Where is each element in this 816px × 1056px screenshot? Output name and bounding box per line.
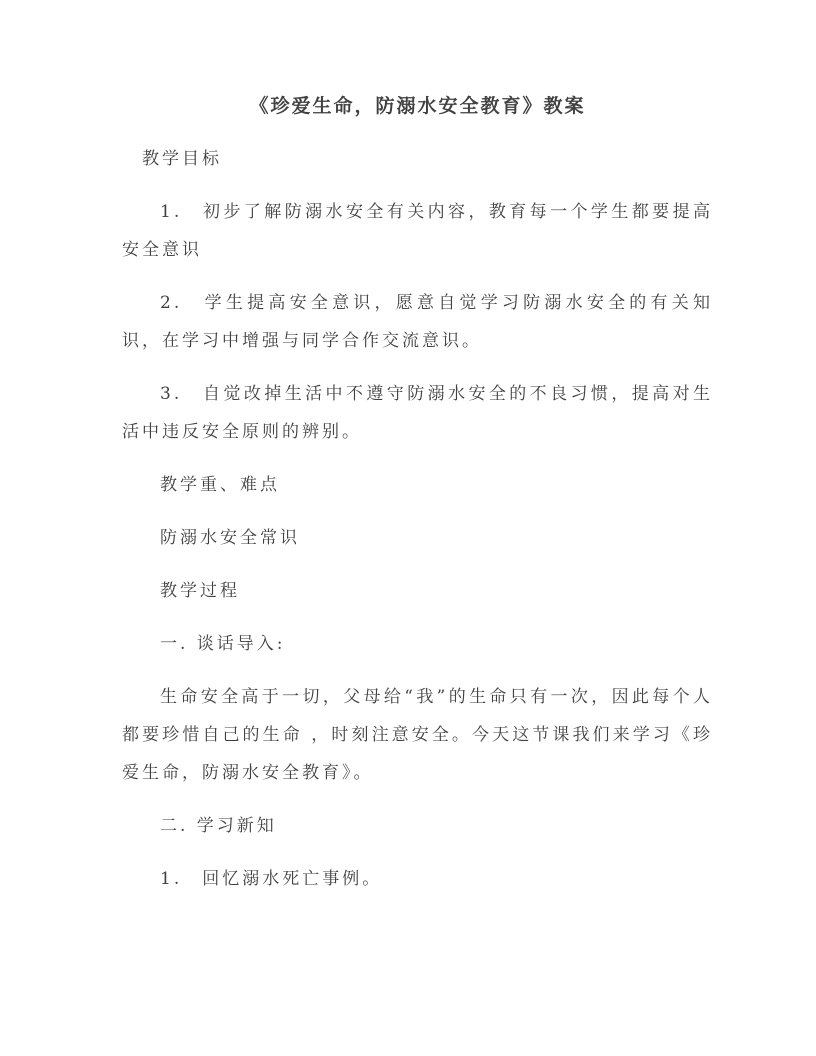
- step-two-heading-learn-new-knowledge: 二. 学习新知: [160, 816, 277, 836]
- step-one-body-paragraph: 生命安全高于一切，父母给“我”的生命只有一次，因此每个人都要珍惜自己的生命 ，时刻注意安全。今天这节课我们来学习《珍爱生命，防溺水安全教育》。: [122, 687, 713, 783]
- document-title: 《珍爱生命，防溺水安全教育》教案: [249, 95, 586, 117]
- section-heading-key-difficult-points: 教学重、难点: [160, 475, 280, 495]
- objective-item-3: 3. 自觉改掉生活中不遵守防溺水安全的不良习惯，提高对生活中违反安全原则的辨别。: [122, 384, 713, 442]
- section-heading-teaching-process: 教学过程: [160, 581, 240, 601]
- objective-item-1: 1. 初步了解防溺水安全有关内容，教育每一个学生都要提高安全意识: [122, 202, 713, 260]
- section-heading-teaching-objectives: 教学目标: [142, 149, 222, 169]
- step-one-heading-conversation-intro: 一. 谈话导入:: [160, 634, 286, 654]
- objective-item-2: 2. 学生提高安全意识，愿意自觉学习防溺水安全的有关知识，在学习中增强与同学合作交流意识。: [122, 293, 713, 351]
- key-points-content: 防溺水安全常识: [160, 528, 300, 548]
- step-two-item-1: 1. 回忆溺水死亡事例。: [160, 869, 383, 889]
